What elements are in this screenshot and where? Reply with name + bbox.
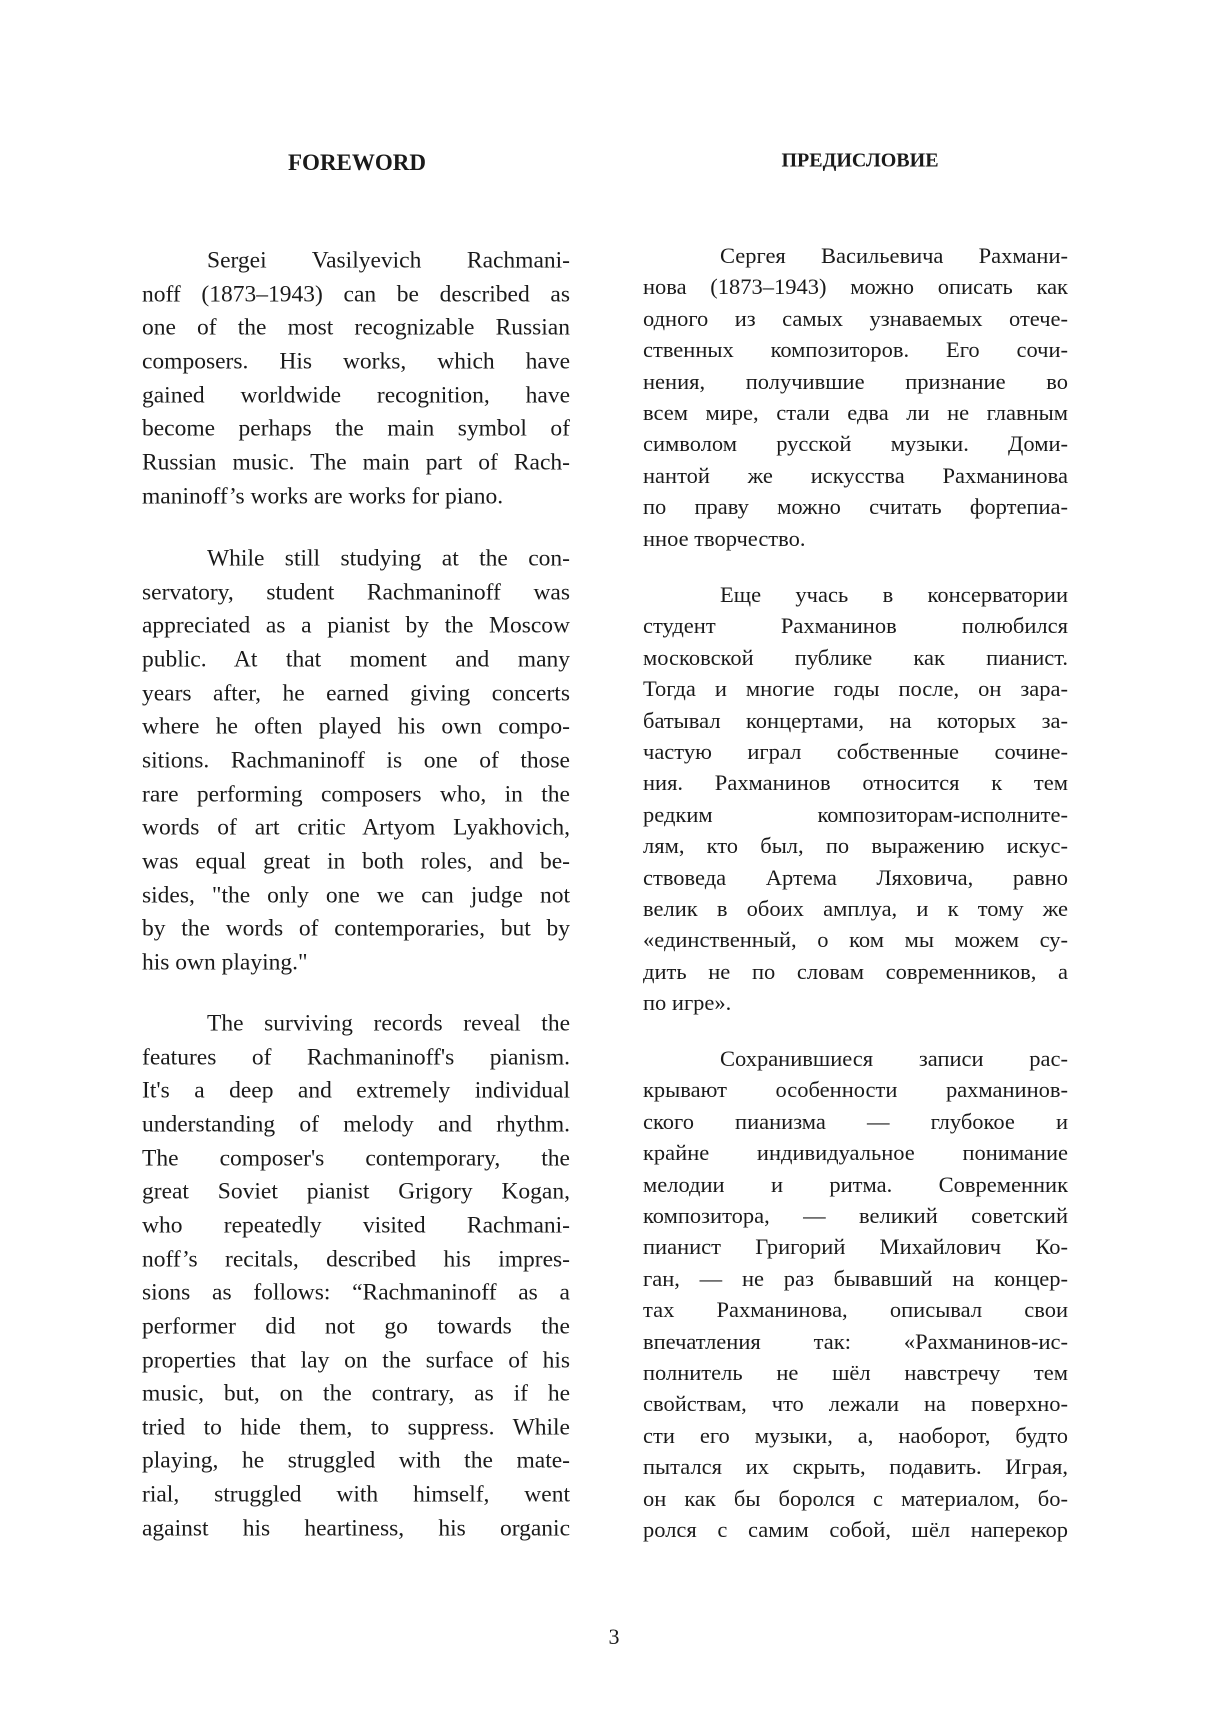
text-line: noff (1873–1943) can be described as <box>142 280 570 307</box>
text-line: one of the most recognizable Russian <box>142 314 570 341</box>
text-line: great Soviet pianist Grigory Kogan, <box>142 1178 570 1205</box>
text-line: по игре». <box>643 989 732 1015</box>
text-line: gained worldwide recognition, have <box>142 381 570 408</box>
text-line: ния. Рахманинов относится к тем <box>643 770 1068 796</box>
text-line: крайне индивидуальное понимание <box>643 1139 1068 1165</box>
text-line: The composer's contemporary, the <box>142 1144 570 1171</box>
text-line: become perhaps the main symbol of <box>142 415 570 442</box>
page-number: 3 <box>608 1624 620 1649</box>
text-line: features of Rachmaninoff's pianism. <box>142 1043 570 1070</box>
text-line: playing, he struggled with the mate- <box>142 1447 570 1474</box>
text-line: was equal great in both roles, and be- <box>142 848 570 875</box>
text-line: ского пианизма — глубокое и <box>643 1108 1068 1134</box>
text-line: свойствам, что лежали на поверхно- <box>643 1391 1068 1417</box>
text-line: music, but, on the contrary, as if he <box>142 1380 570 1407</box>
text-line: against his heartiness, his organic <box>142 1515 570 1541</box>
text-line: sitions. Rachmaninoff is one of those <box>142 747 570 774</box>
text-line: ственных композиторов. Его сочи- <box>643 336 1068 362</box>
text-line: who repeatedly visited Rachmani- <box>142 1212 570 1239</box>
text-line: «единственный, о ком мы можем су- <box>643 927 1068 953</box>
text-line: Еще учась в консерватории <box>720 581 1068 607</box>
text-line: his own playing." <box>142 949 308 976</box>
text-line: composers. His works, which have <box>142 348 570 375</box>
text-line: полнитель не шёл навстречу тем <box>643 1359 1068 1385</box>
text-line: ствоведа Артема Ляховича, равно <box>643 864 1068 890</box>
text-line: Тогда и многие годы после, он зара- <box>643 675 1068 701</box>
text-line: maninoff’s works are works for piano. <box>142 482 504 509</box>
text-line: пытался их скрыть, подавить. Играя, <box>643 1453 1068 1479</box>
text-line: public. At that moment and many <box>142 646 570 673</box>
text-line: частую играл собственные сочине- <box>643 738 1068 764</box>
text-line: нантой же искусства Рахманинова <box>643 462 1068 488</box>
text-line: велик в обоих амплуа, и к тому же <box>643 895 1068 921</box>
text-line: ролся с самим собой, шёл наперекор <box>643 1516 1068 1542</box>
text-line: крывают особенности рахманинов- <box>643 1077 1068 1103</box>
text-line: всем мире, стали едва ли не главным <box>643 399 1068 425</box>
text-line: символом русской музыки. Доми- <box>643 431 1068 457</box>
text-line: tried to hide them, to suppress. While <box>142 1414 570 1441</box>
text-line: where he often played his own compo- <box>142 713 570 740</box>
text-line: московской публике как пианист. <box>643 644 1068 670</box>
foreword-heading: FOREWORD <box>288 150 426 175</box>
text-line: rare performing composers who, in the <box>142 780 570 807</box>
text-line: Сохранившиеся записи рас- <box>720 1045 1068 1071</box>
text-line: нения, получившие признание во <box>643 368 1068 394</box>
text-line: лям, кто был, по выражению искус- <box>643 832 1068 858</box>
text-line: пианист Григорий Михайлович Ко- <box>643 1234 1068 1260</box>
text-line: Сергея Васильевича Рахмани- <box>720 242 1068 268</box>
text-line: композитора, — великий советский <box>643 1202 1068 1228</box>
text-line: сти его музыки, а, наоборот, будто <box>643 1422 1068 1448</box>
text-line: по праву можно считать фортепиа- <box>643 493 1068 519</box>
text-line: sions as follows: “Rachmaninoff as a <box>142 1279 570 1306</box>
text-line: одного из самых узнаваемых отече- <box>643 305 1068 331</box>
text-line: он как бы боролся с материалом, бо- <box>643 1485 1068 1511</box>
text-line: Russian music. The main part of Rach- <box>142 449 570 476</box>
text-line: While still studying at the con- <box>207 545 570 572</box>
text-line: тах Рахманинова, описывал свои <box>643 1296 1068 1322</box>
text-line: Sergei Vasilyevich Rachmani- <box>207 247 570 274</box>
text-line: performer did not go towards the <box>142 1313 570 1340</box>
text-line: servatory, student Rachmaninoff was <box>142 578 570 605</box>
text-line: ган, — не раз бывавший на концер- <box>643 1265 1068 1291</box>
text-line: дить не по словам современников, а <box>643 958 1068 984</box>
text-line: rial, struggled with himself, went <box>142 1481 570 1508</box>
text-line: by the words of contemporaries, but by <box>142 915 570 942</box>
text-line: нное творчество. <box>643 525 806 551</box>
text-line: впечатления так: «Рахманинов-ис- <box>643 1328 1068 1354</box>
text-line: редким композиторам-исполните- <box>643 801 1068 827</box>
text-line: студент Рахманинов полюбился <box>643 613 1068 639</box>
text-line: батывал концертами, на которых за- <box>643 707 1068 733</box>
text-line: мелодии и ритма. Современник <box>643 1171 1068 1197</box>
text-line: appreciated as a pianist by the Moscow <box>142 612 570 639</box>
text-line: нова (1873–1943) можно описать как <box>643 274 1068 300</box>
text-line: years after, he earned giving concerts <box>142 679 570 706</box>
text-line: noff’s recitals, described his impres- <box>142 1245 570 1272</box>
text-line: properties that lay on the surface of his <box>142 1346 570 1373</box>
text-line: words of art critic Artyom Lyakhovich, <box>142 814 570 841</box>
text-line: The surviving records reveal the <box>207 1010 570 1037</box>
text-line: understanding of melody and rhythm. <box>142 1111 570 1138</box>
predislovie-heading: ПРЕДИСЛОВИЕ <box>781 149 939 172</box>
text-line: sides, "the only one we can judge not <box>142 881 570 908</box>
text-line: It's a deep and extremely individual <box>142 1077 570 1104</box>
